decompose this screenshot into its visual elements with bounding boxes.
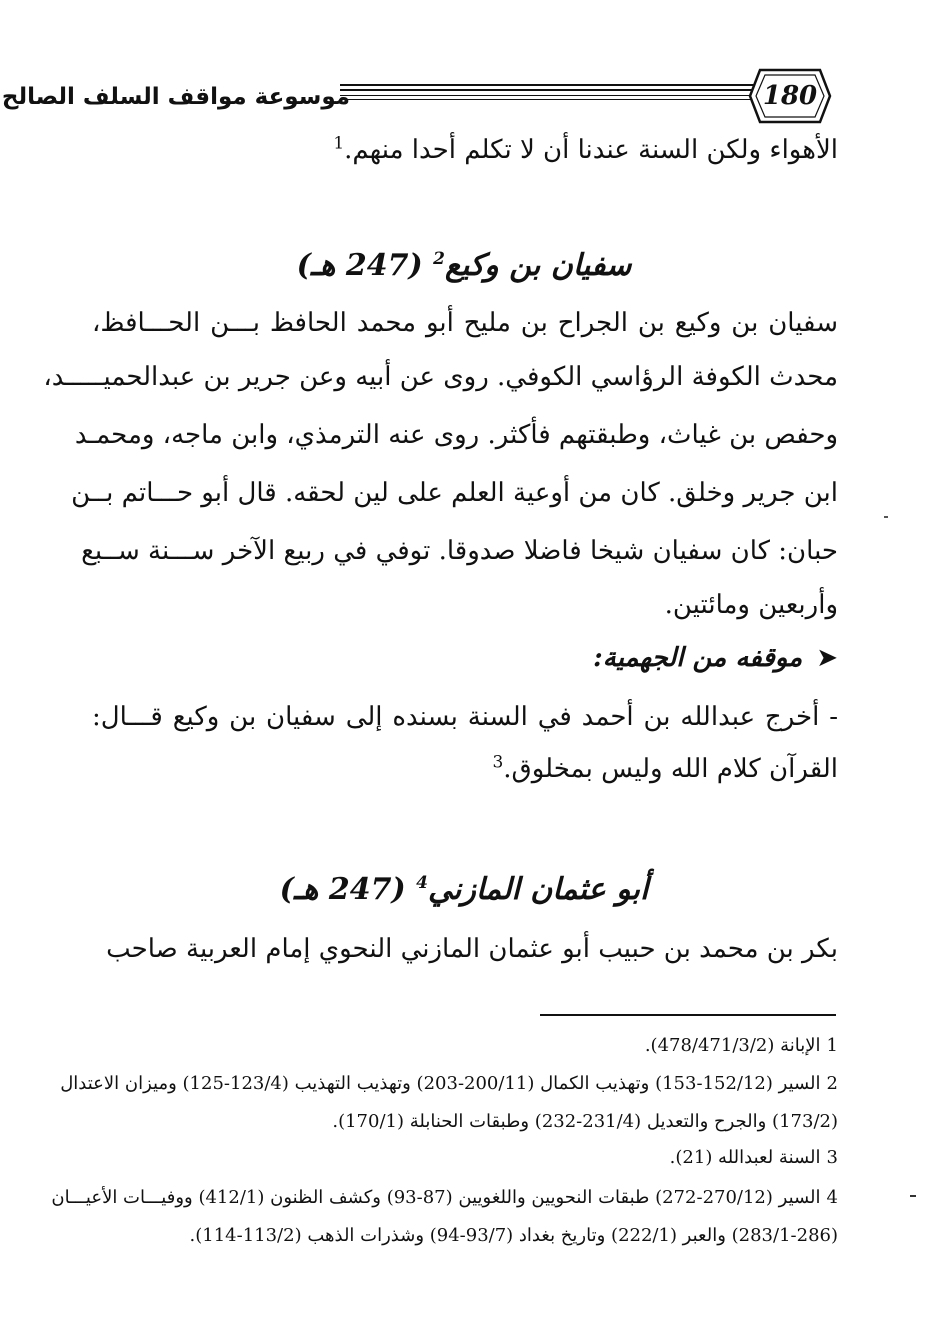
subheading-text: موقفه من الجهمية: xyxy=(593,643,803,673)
arrow-bullet-icon: ➤ xyxy=(816,643,838,673)
footnote-2-cont: (173/2) والجرح والتعديل (231/4-232) وطبقات الحنابلة (170/1). xyxy=(332,1111,838,1132)
quote-text: القرآن كلام الله وليس بمخلوق. xyxy=(503,754,838,784)
section-heading-name: سفيان بن وكيع xyxy=(444,248,632,283)
footnote-ref-2: 2 xyxy=(433,249,445,269)
footnote-4-cont: (283/1-286) والعبر (222/1) وتاريخ بغداد (93/7-94) وشذرات الذهب (113/2-114). xyxy=(189,1225,838,1246)
quote-line: - أخرج عبدالله بن أحمد في السنة بسنده إلى سفيان بن وكيع قـــال: xyxy=(92,702,838,732)
section-heading-mazini xyxy=(0,862,928,918)
footnote-text: السنة لعبدالله (21). xyxy=(669,1147,821,1168)
footnote-text: السير (152/12-153) وتهذيب الكمال (200/11-203) وتهذيب التهذيب (123/4-125) وميزان الاعتدال xyxy=(60,1073,821,1094)
section-heading-name: أبو عثمان المازني xyxy=(428,872,649,907)
footnote-ref-1: 1 xyxy=(333,133,345,154)
header-rule-inner xyxy=(340,95,760,100)
body-line: وحفص بن غياث، وطبقتهم فأكثر. روى عنه الترمذي، وابن ماجه، ومحمـد xyxy=(74,420,838,450)
scan-mark xyxy=(884,516,888,518)
page-number: 180 xyxy=(762,81,818,111)
running-header-title: موسوعة مواقف السلف الصالح xyxy=(1,84,350,110)
footnote-number: 2 xyxy=(826,1073,838,1094)
header-rule xyxy=(340,84,760,91)
body-line: وأربعين ومائتين. xyxy=(664,590,838,620)
footnote-ref-3: 3 xyxy=(492,752,504,773)
section-heading-sufyan xyxy=(0,238,928,294)
footnote-1 xyxy=(645,1028,838,1064)
footnote-2 xyxy=(60,1066,838,1102)
body-line: ابن جرير وخلق. كان من أوعية العلم على لين لحقه. قال أبو حـــاتم بــن xyxy=(71,478,838,508)
intro-line xyxy=(333,125,838,175)
scan-mark xyxy=(910,1195,916,1197)
subheading-jahmiyya xyxy=(593,636,838,680)
section-heading-year: (247 هـ) xyxy=(279,872,406,907)
footnote-text: الإبانة (478/471/3/2). xyxy=(644,1035,821,1056)
body-line: حبان: كان سفيان شيخا فاضلا صدوقا. توفي في ربيع الآخر ســـنة ســبع xyxy=(81,536,838,566)
intro-text: الأهواء ولكن السنة عندنا أن لا تكلم أحدا منهم. xyxy=(344,135,838,165)
footnote-4 xyxy=(51,1180,838,1216)
footnote-text: السير (270/12-272) طبقات النحويين واللغويين (87-93) وكشف الظنون (412/1) ووفيـــات الأعيـــان xyxy=(51,1187,821,1208)
footnote-number: 3 xyxy=(826,1147,838,1168)
body-line: سفيان بن وكيع بن الجراح بن مليح أبو محمد الحافظ بـــن الحـــافظ، xyxy=(92,308,838,338)
section-heading-year: (247 هـ) xyxy=(296,248,423,283)
footnote-ref-4: 4 xyxy=(416,873,429,893)
footnote-3 xyxy=(670,1140,838,1176)
footnote-number: 1 xyxy=(826,1035,838,1056)
body-line: بكر بن محمد بن حبيب أبو عثمان المازني النحوي إمام العربية صاحب xyxy=(106,934,838,964)
footnote-separator xyxy=(540,1014,836,1016)
quote-line xyxy=(492,744,838,794)
footnote-number: 4 xyxy=(826,1187,838,1208)
body-line: محدث الكوفة الرؤاسي الكوفي. روى عن أبيه وعن جرير بن عبدالحميـــــد، xyxy=(43,362,838,392)
